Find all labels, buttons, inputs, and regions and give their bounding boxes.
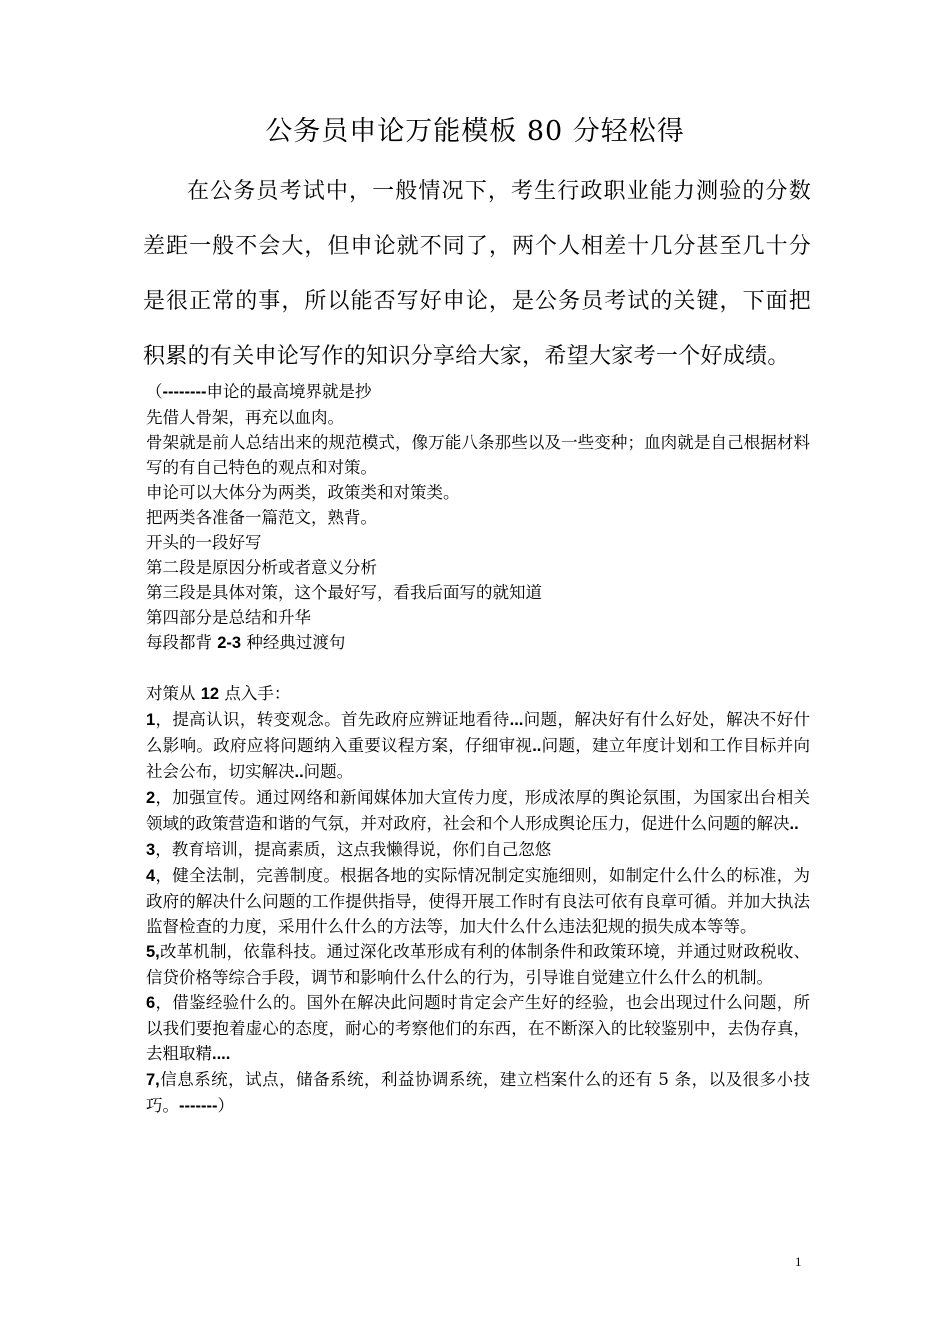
body-line: 开头的一段好写 <box>146 533 262 552</box>
countermeasures-intro: 对策从 12 点入手： <box>146 684 291 703</box>
countermeasure-item: 5,改革机制，依靠科技。通过深化改革形成有利的体制条件和政策环境，并通过财政税收、信贷价格等综合手段，调节和影响什么什么的行为，引导谁自觉建立什么什么的机制。 <box>146 942 810 987</box>
body-line: 骨架就是前人总结出来的规范模式，像万能八条那些以及一些变种；血肉就是自己根据材料写的有自己特色的观点和对策。 <box>146 433 810 477</box>
body-text <box>146 379 810 1119</box>
body-line: （--------申论的最高境界就是抄 <box>146 382 372 401</box>
countermeasure-item: 4，健全法制，完善制度。根据各地的实际情况制定实施细则，如制定什么什么的标准，为政府的解决什么问题的工作提供指导，使得开展工作时有良法可依有良章可循。并加大执法监督检查的力度，采用什么什么的方法等，加大什么什么违法犯规的损失成本等等。 <box>146 866 811 936</box>
body-line: 每段都背 2-3 种经典过渡句 <box>146 633 346 652</box>
body-line: 把两类各准备一篇范文，熟背。 <box>146 508 377 527</box>
countermeasure-item: 3，教育培训，提高素质，这点我懒得说，你们自己忽悠 <box>146 840 552 859</box>
countermeasure-item: 1，提高认识，转变观念。首先政府应辨证地看待...问题，解决好有什么好处，解决不好什么影响。政府应将问题纳入重要议程方案，仔细审视..问题，建立年度计划和工作目标并向社会公布，切实解决..问题。 <box>146 710 811 781</box>
blank-line <box>146 656 810 681</box>
countermeasure-item: 7,信息系统，试点，储备系统，利益协调系统，建立档案什么的还有 5 条，以及很多小技巧。-------） <box>146 1070 810 1115</box>
countermeasure-item: 2，加强宣传。通过网络和新闻媒体加大宣传力度，形成浓厚的舆论氛围，为国家出台相关领域的政策营造和谐的气氛，并对政府，社会和个人形成舆论压力，促进什么问题的解决.. <box>146 788 811 833</box>
countermeasure-item: 6，借鉴经验什么的。国外在解决此问题时肯定会产生好的经验，也会出现过什么问题，所以我们要抱着虚心的态度，耐心的考察他们的东西，在不断深入的比较鉴别中，去伪存真，去粗取精.... <box>146 993 811 1063</box>
page-number: 1 <box>795 1254 802 1269</box>
body-line: 第三段是具体对策，这个最好写，看我后面写的就知道 <box>146 583 542 602</box>
body-line: 第二段是原因分析或者意义分析 <box>146 558 377 577</box>
body-line: 先借人骨架，再充以血肉。 <box>146 408 344 427</box>
intro-paragraph <box>143 164 811 384</box>
intro-text: 在公务员考试中，一般情况下，考生行政职业能力测验的分数差距一般不会大，但申论就不同了，两个人相差十几分甚至几十分是很正常的事，所以能否写好申论，是公务员考试的关键，下面把积累的有关申论写作的知识分享给大家，希望大家考一个好成绩。 <box>143 179 811 369</box>
body-line: 申论可以大体分为两类，政策类和对策类。 <box>146 483 460 502</box>
page-title: 公务员申论万能模板 80 分轻松得 <box>265 116 685 147</box>
body-line: 第四部分是总结和升华 <box>146 608 311 627</box>
